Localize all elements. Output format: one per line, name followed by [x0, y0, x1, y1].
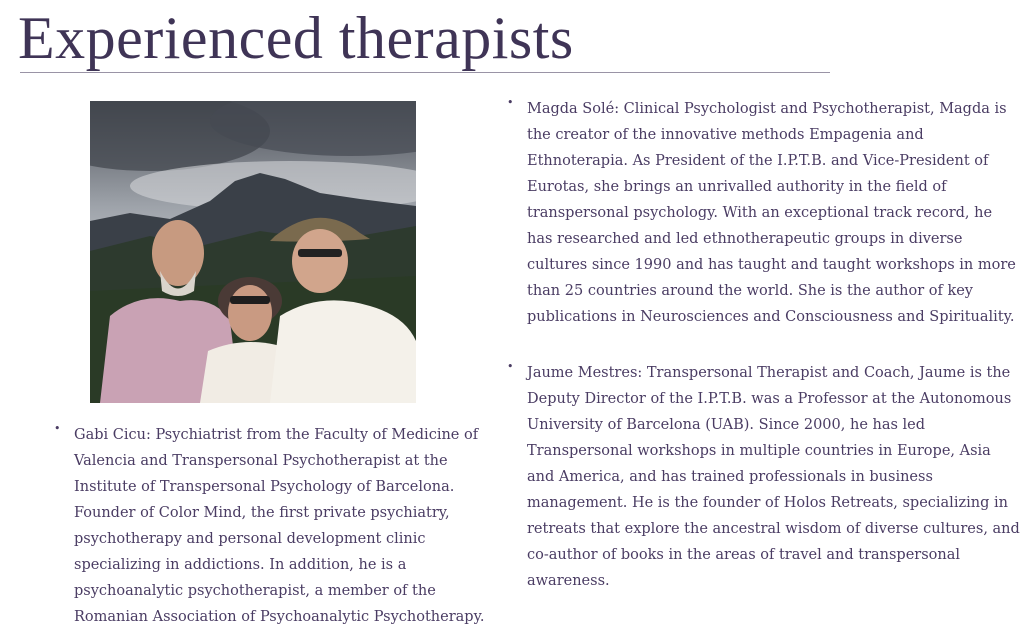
- therapist-bio: Magda Solé: Clinical Psychologist and Psychotherapist, Magda is the creator of the innovative methods Empagenia and Ethnoterapia. As President of the I.P.T.B. and Vice-President of Eurotas, she brings an unrivalled authority in the field of transpersonal psychology. With an exceptional track record, he has researched and led ethnotherapeutic groups in diverse cultures since 1990 and has taught and taught workshops in more than 25 countries around the world. She is the author of key publications in Neurosciences and Consciousness and Spirituality.: [527, 101, 1016, 325]
- therapist-list-right: [507, 360, 1021, 594]
- bullet-icon: •: [507, 96, 514, 109]
- therapist-list-left: [54, 422, 492, 630]
- page-title: Experienced therapists: [18, 5, 574, 71]
- bullet-icon: •: [507, 360, 514, 373]
- title-divider: [20, 72, 830, 73]
- bullet-icon: •: [54, 422, 61, 435]
- therapists-photo: [90, 101, 416, 403]
- therapist-bio: Jaume Mestres: Transpersonal Therapist and Coach, Jaume is the Deputy Director of the I.P.T.B. was a Professor at the Autonomous University of Barcelona (UAB). Since 2000, he has led Transpersonal workshops in multiple countries in Europe, Asia and America, and has trained professionals in business management. He is the founder of Holos Retreats, specializing in retreats that explore the ancestral wisdom of diverse cultures, and co-author of books in the areas of travel and transpersonal awareness.: [527, 365, 1020, 589]
- list-item: [507, 360, 1021, 594]
- therapist-list-right: [507, 96, 1021, 330]
- therapist-bio: Gabi Cicu: Psychiatrist from the Faculty of Medicine of Valencia and Transpersonal Psychotherapist at the Institute of Transpersonal Psychology of Barcelona. Founder of Color Mind, the first private psychiatry, psychotherapy and personal development clinic specializing in addictions. In addition, he is a psychoanalytic psychotherapist, a member of the Romanian Association of Psychoanalytic Psychotherapy.: [74, 427, 485, 625]
- list-item: [507, 96, 1021, 330]
- list-item: [54, 422, 492, 630]
